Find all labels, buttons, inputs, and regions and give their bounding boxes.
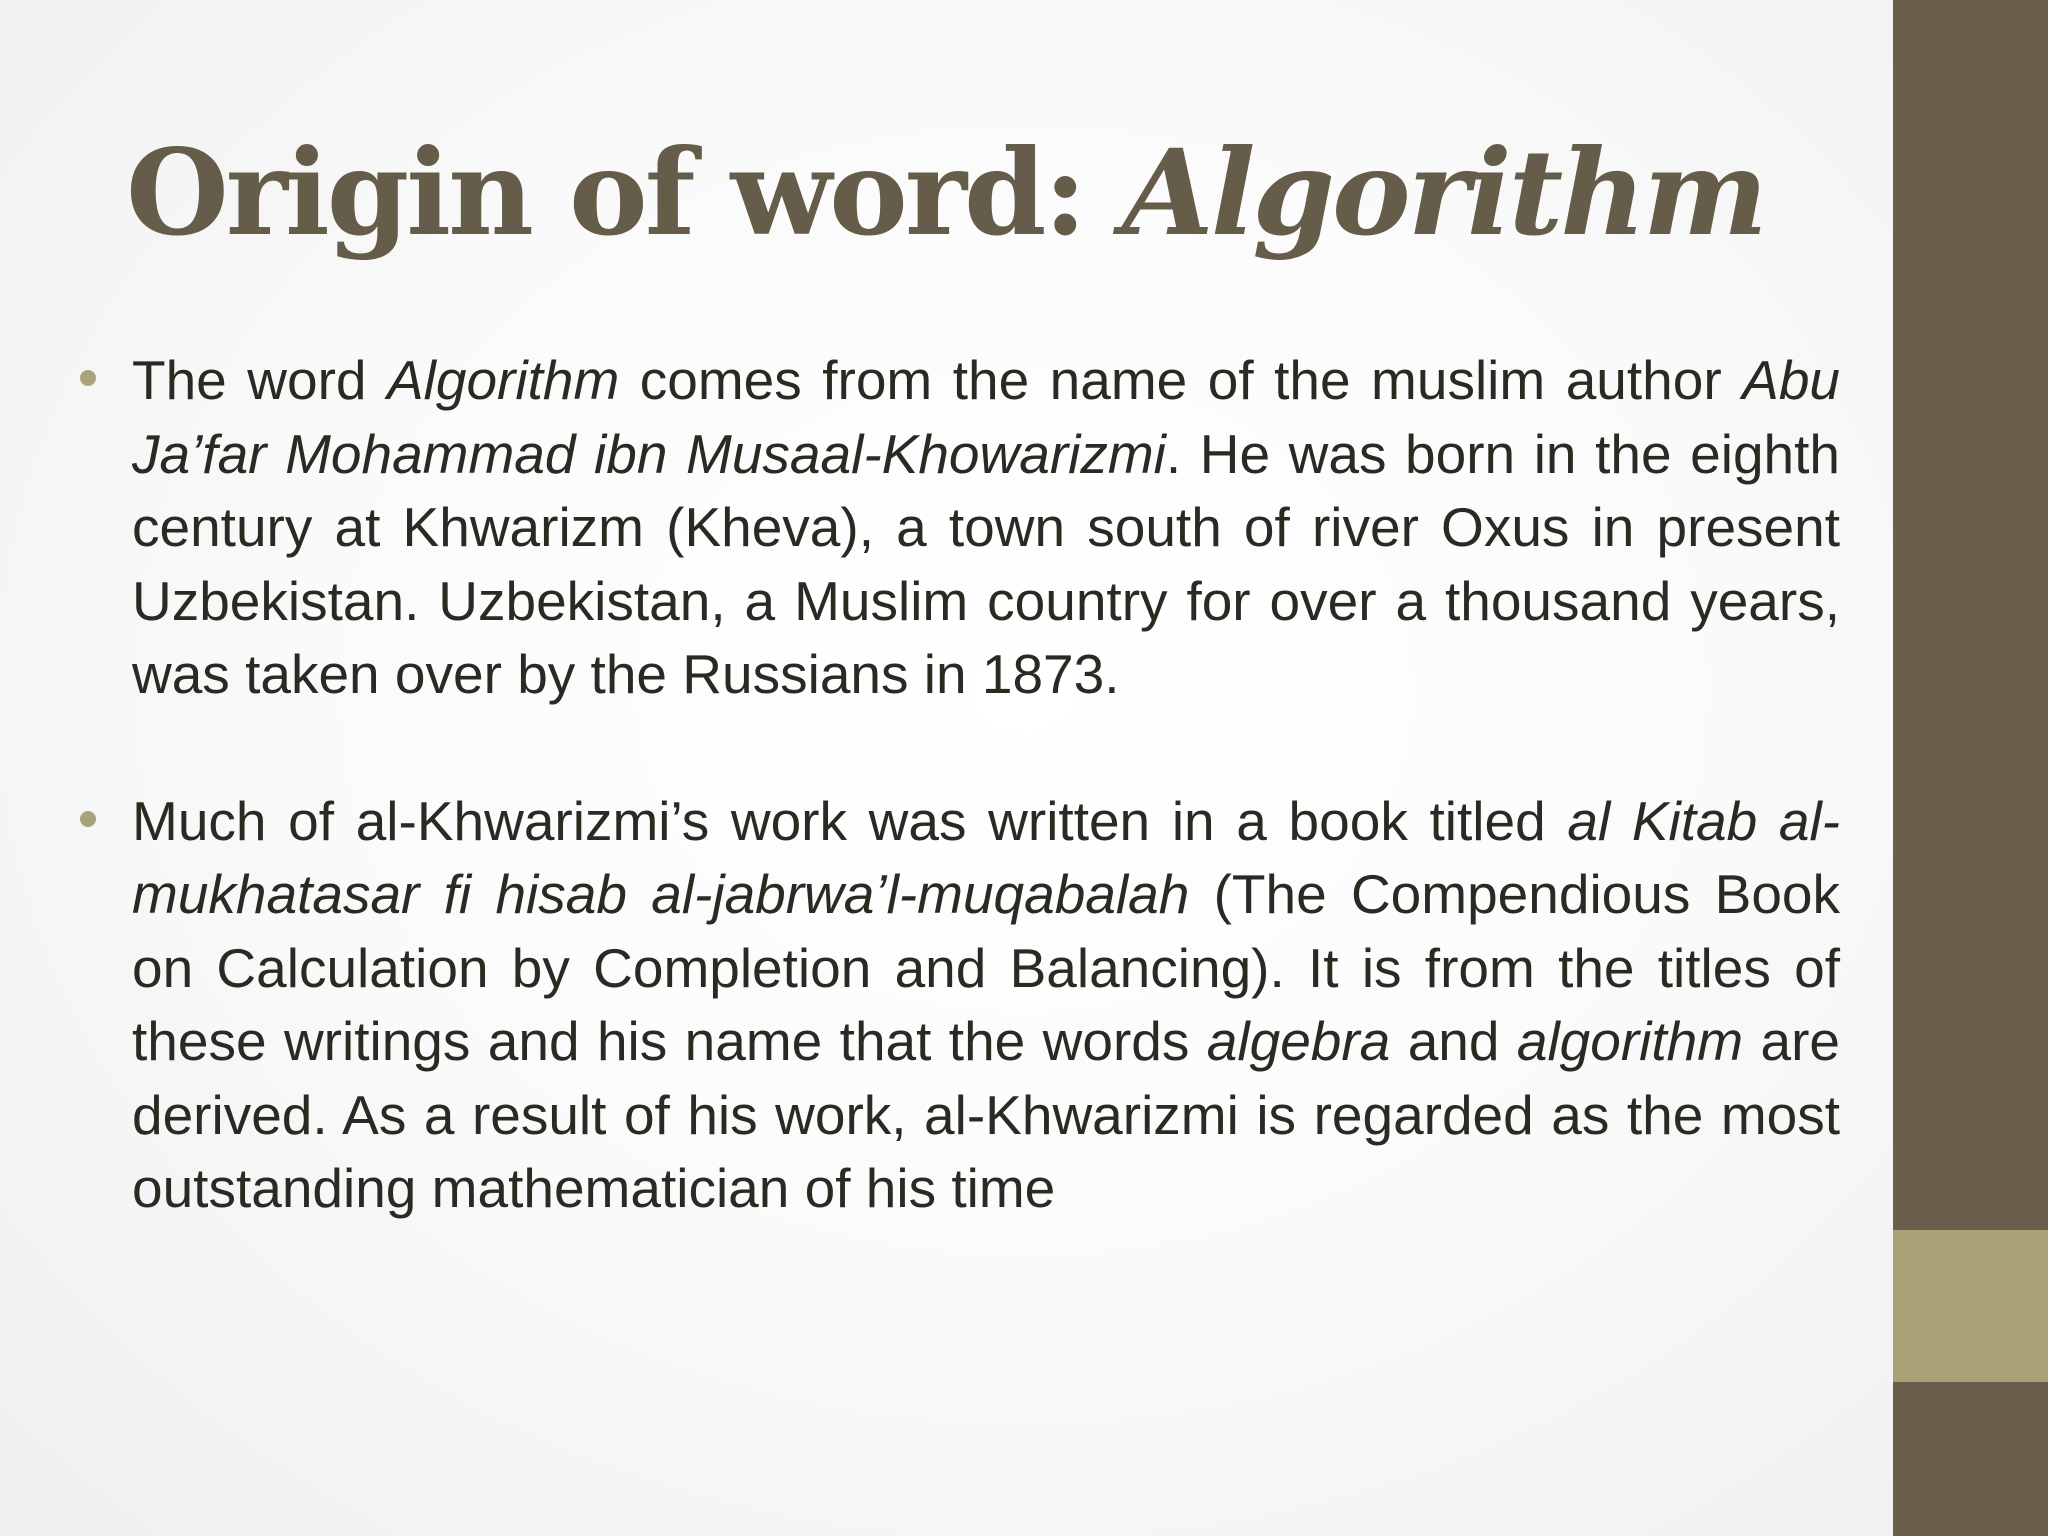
bullet-text: comes from the name of the muslim author [619,349,1743,411]
bullet-dot-icon [80,811,96,827]
bullet-text: (The Compendious Book on Calculation by Completion and Balancing). It is from the titles of these writings and his name that the words [132,863,1840,1072]
slide-title-plain: Origin of word: [126,123,1123,262]
bullet-emphasis: algebra [1206,1010,1391,1072]
bullet-emphasis: Algorithm [386,349,620,411]
bullet-text: and [1390,1010,1517,1072]
slide-title [126,118,1765,268]
bullet-item-origin [76,344,1840,712]
bullet-list [76,344,1840,1226]
bullet-emphasis: Abu Ja’far Mohammad ibn Musaal-Khowarizmi [132,349,1841,485]
bullet-text: are derived. As a result of his work, al-Khwarizmi is regarded as the most outstanding mathematician of his time [132,1010,1840,1219]
decorative-sidebar-band [1893,1230,2048,1382]
bullet-dot-icon [80,370,96,386]
bullet-text: . He was born in the eighth century at Khwarizm (Kheva), a town south of river Oxus in present Uzbekistan. Uzbekistan, a Muslim country for over a thousand years, was taken over by the Russians in 1873. [132,422,1840,705]
bullet-item-book [76,785,1840,1226]
slide-title-italic: Algorithm [1122,123,1765,262]
bullet-emphasis: al Kitab al-mukhatasar fi hisab al-jabrwa’l-muqabalah [132,789,1840,925]
bullet-text: The word [132,349,387,411]
bullet-emphasis: algorithm [1516,1010,1744,1072]
bullet-text: Much of al-Khwarizmi’s work was written in a book titled [132,789,1568,852]
